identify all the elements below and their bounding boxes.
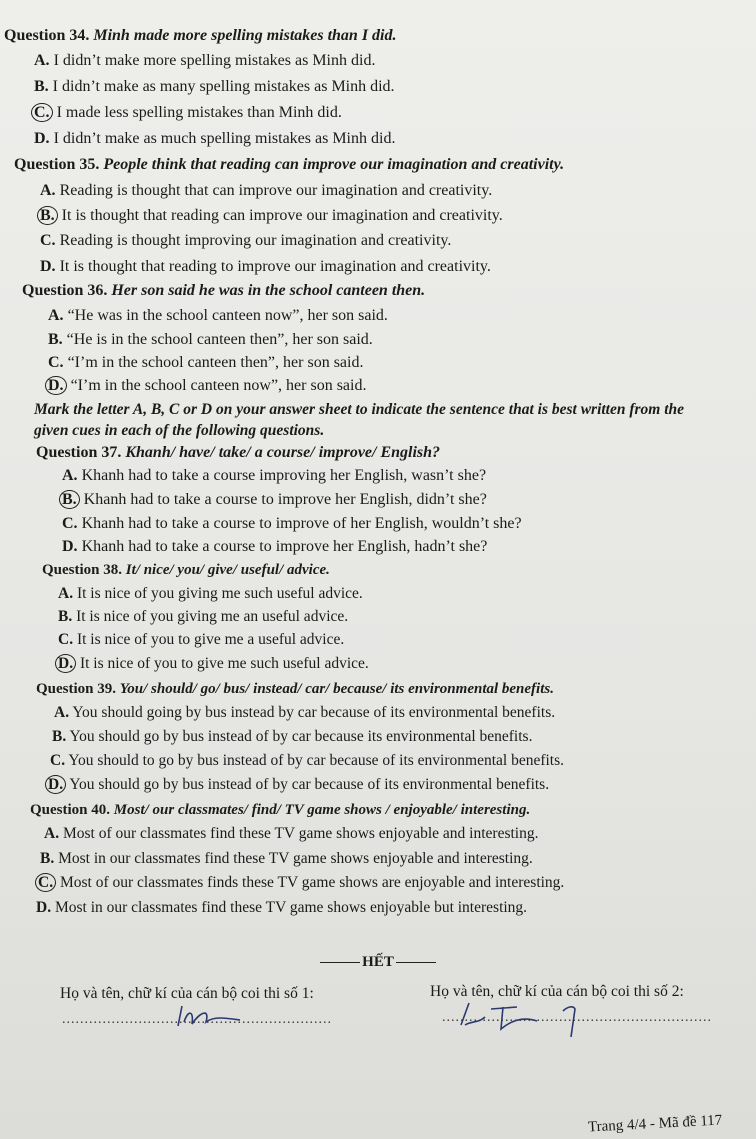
- option-letter: C.: [58, 631, 74, 648]
- option-text: I didn’t make as many spelling mistakes as Minh did.: [52, 78, 395, 95]
- question-prompt: Khanh/ have/ take/ a course/ improve/ English?: [125, 444, 441, 461]
- option-40c: [38, 873, 564, 893]
- option-letter: A.: [44, 825, 60, 842]
- option-letter: A.: [58, 585, 74, 602]
- option-letter: A.: [62, 467, 78, 484]
- option-letter: D.: [45, 775, 66, 794]
- option-text: Most of our classmates find these TV game shows enjoyable and interesting.: [62, 825, 539, 842]
- question-label: Question 34.: [4, 27, 90, 44]
- signature-line-2: ............................................................: [442, 1010, 712, 1025]
- option-text: “I’m in the school canteen now”, her son said.: [70, 377, 367, 394]
- option-text: Khanh had to take a course to improve of her English, wouldn’t she?: [81, 515, 522, 532]
- option-letter: B.: [34, 78, 49, 95]
- option-text: Most of our classmates finds these TV game shows are enjoyable and interesting.: [59, 874, 565, 891]
- option-39d: [48, 775, 549, 795]
- question-prompt: Her son said he was in the school canteen then.: [111, 282, 426, 299]
- question-36: [22, 281, 425, 301]
- option-letter: A.: [54, 704, 70, 721]
- option-letter: D.: [45, 376, 67, 395]
- option-35a: [40, 181, 492, 201]
- option-38a: [58, 584, 363, 604]
- end-mark: [0, 954, 756, 971]
- question-38: [42, 560, 330, 580]
- option-letter: D.: [40, 258, 56, 275]
- option-letter: D.: [34, 130, 50, 147]
- instruction-line-1: Mark the letter A, B, C or D on your answer sheet to indicate the sentence that is best written from the: [34, 401, 685, 418]
- option-text: It is nice of you to give me such useful advice.: [79, 655, 369, 672]
- option-36a: [48, 306, 388, 326]
- option-letter: B.: [40, 850, 55, 867]
- question-prompt: You/ should/ go/ bus/ instead/ car/ because/ its environmental benefits.: [119, 681, 554, 697]
- option-text: You should to go by bus instead of by car because of its environmental benefits.: [68, 752, 565, 769]
- option-letter: C.: [50, 752, 66, 769]
- option-37b: [62, 490, 487, 510]
- option-text: It is nice of you giving me such useful advice.: [76, 585, 363, 602]
- option-text: It is nice of you to give me a useful advice.: [76, 631, 345, 648]
- option-letter: D.: [36, 899, 52, 916]
- option-35c: [40, 231, 451, 251]
- option-letter: C.: [31, 103, 53, 122]
- option-letter: C.: [62, 515, 78, 532]
- option-letter: B.: [37, 206, 58, 225]
- question-label: Question 36.: [22, 282, 108, 299]
- question-label: Question 39.: [36, 681, 117, 697]
- option-letter: C.: [48, 354, 64, 371]
- signature-line-1: ............................................................: [62, 1012, 332, 1027]
- question-prompt: Most/ our classmates/ find/ TV game shows / enjoyable/ interesting.: [113, 802, 531, 818]
- option-37a: [62, 466, 486, 486]
- proctor-1-label: Họ và tên, chữ kí của cán bộ coi thi số 1:: [60, 985, 314, 1002]
- option-text: You should go by bus instead of by car because of its environmental benefits.: [69, 776, 550, 793]
- option-40d: [36, 898, 527, 918]
- option-text: Most in our classmates find these TV game shows enjoyable but interesting.: [54, 899, 528, 916]
- option-text: “He is in the school canteen then”, her son said.: [66, 331, 373, 348]
- option-34d: [34, 129, 395, 149]
- option-text: Khanh had to take a course improving her English, wasn’t she?: [81, 467, 487, 484]
- divider: [396, 962, 436, 963]
- option-38d: [58, 654, 369, 674]
- option-39a: [54, 703, 555, 723]
- instruction-line-2: given cues in each of the following questions.: [34, 422, 325, 439]
- option-40b: [40, 849, 533, 869]
- option-text: You should go by bus instead of by car because its environmental benefits.: [69, 728, 533, 745]
- option-text: Most in our classmates find these TV game shows enjoyable and interesting.: [58, 850, 533, 867]
- option-34b: [34, 77, 395, 97]
- option-35b: [40, 206, 503, 226]
- option-text: I made less spelling mistakes than Minh did.: [56, 104, 342, 121]
- handwritten-signature-2: [455, 995, 595, 1040]
- option-36b: [48, 330, 373, 350]
- option-letter: D.: [55, 654, 76, 673]
- option-37d: [62, 537, 487, 557]
- option-letter: B.: [58, 608, 73, 625]
- question-prompt: Minh made more spelling mistakes than I did.: [93, 27, 397, 44]
- option-text: Reading is thought improving our imagination and creativity.: [59, 232, 452, 249]
- option-text: It is thought that reading can improve our imagination and creativity.: [61, 207, 503, 224]
- option-text: Khanh had to take a course to improve her English, hadn’t she?: [81, 538, 488, 555]
- option-text: It is nice of you giving me an useful advice.: [76, 608, 349, 625]
- option-text: I didn’t make more spelling mistakes as Minh did.: [53, 52, 376, 69]
- question-39: [36, 679, 554, 699]
- option-letter: B.: [59, 490, 80, 509]
- question-prompt: It/ nice/ you/ give/ useful/ advice.: [125, 562, 330, 578]
- option-text: “I’m in the school canteen then”, her son said.: [67, 354, 364, 371]
- option-39c: [50, 751, 564, 771]
- option-text: It is thought that reading to improve our imagination and creativity.: [59, 258, 491, 275]
- option-text: Reading is thought that can improve our imagination and creativity.: [59, 182, 493, 199]
- option-letter: A.: [48, 307, 64, 324]
- page-footer: Trang 4/4 - Mã đề 117: [587, 1112, 723, 1136]
- question-label: Question 38.: [42, 562, 123, 578]
- option-letter: B.: [48, 331, 63, 348]
- option-letter: A.: [34, 52, 50, 69]
- question-prompt: People think that reading can improve our imagination and creativity.: [103, 156, 565, 173]
- option-letter: B.: [52, 728, 67, 745]
- option-36d: [48, 376, 366, 396]
- question-35: [14, 155, 564, 175]
- question-label: Question 40.: [30, 802, 111, 818]
- handwritten-signature-1: [170, 1000, 250, 1030]
- proctor-2-label: Họ và tên, chữ kí của cán bộ coi thi số 2:: [430, 983, 684, 1000]
- option-text: You should going by bus instead by car because of its environmental benefits.: [72, 704, 556, 721]
- option-text: I didn’t make as much spelling mistakes as Minh did.: [53, 130, 396, 147]
- divider: [320, 962, 360, 963]
- option-37c: [62, 514, 522, 534]
- option-text: “He was in the school canteen now”, her son said.: [67, 307, 388, 324]
- question-34: [4, 26, 397, 46]
- option-35d: [40, 257, 491, 277]
- question-label: Question 35.: [14, 156, 100, 173]
- question-40: [30, 800, 530, 820]
- end-mark-text: HẾT: [362, 954, 394, 970]
- option-36c: [48, 353, 363, 373]
- option-38b: [58, 607, 348, 627]
- option-38c: [58, 630, 344, 650]
- question-37: [36, 443, 440, 463]
- option-letter: D.: [62, 538, 78, 555]
- option-letter: C.: [35, 873, 56, 892]
- option-letter: A.: [40, 182, 56, 199]
- option-letter: C.: [40, 232, 56, 249]
- option-40a: [44, 824, 538, 844]
- option-34c: [34, 103, 342, 123]
- option-34a: [34, 51, 375, 71]
- question-label: Question 37.: [36, 444, 122, 461]
- option-text: Khanh had to take a course to improve her English, didn’t she?: [83, 491, 487, 508]
- option-39b: [52, 727, 532, 747]
